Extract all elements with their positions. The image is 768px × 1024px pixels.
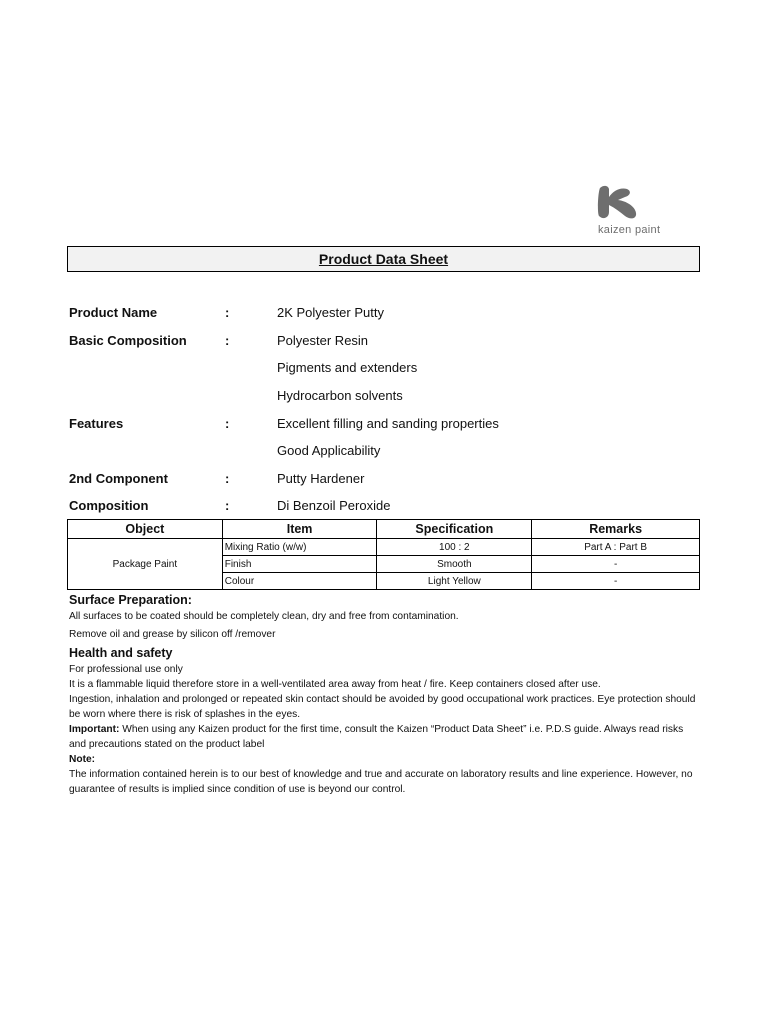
health-safety-line: For professional use only <box>69 664 183 675</box>
spec-label: 2nd Component <box>69 471 168 486</box>
note-label-text: Note: <box>69 754 96 765</box>
important-paragraph <box>69 722 699 752</box>
spec-colon: : <box>225 471 230 486</box>
spec-value: Excellent filling and sanding properties <box>277 416 499 431</box>
table-header-item: Item <box>222 520 377 539</box>
table-remarks-cell: - <box>532 573 700 590</box>
notes-section <box>69 592 699 797</box>
surface-prep-line: Remove oil and grease by silicon off /remover <box>69 629 276 640</box>
spec-value: Good Applicability <box>277 443 381 458</box>
health-safety-line: Ingestion, inhalation and prolonged or repeated skin contact should be avoided by good occupational work practices. Eye protection should be worn where there is risk of splashes in the eyes. <box>69 694 696 720</box>
table-header-remarks: Remarks <box>532 520 700 539</box>
table-item-cell: Mixing Ratio (w/w) <box>222 539 377 556</box>
health-safety-heading: Health and safety <box>69 646 173 660</box>
table-row <box>68 539 700 556</box>
table-remarks-cell: Part A : Part B <box>532 539 700 556</box>
table-header-specification: Specification <box>377 520 532 539</box>
spec-value: Polyester Resin <box>277 333 369 348</box>
spec-value: Putty Hardener <box>277 471 365 486</box>
table-spec-cell: Smooth <box>377 556 532 573</box>
page-title: Product Data Sheet <box>318 251 449 267</box>
spec-label: Features <box>69 416 124 431</box>
important-text: When using any Kaizen product for the first time, consult the Kaizen “Product Data Sheet” i.e. P.D.S guide. Always read risks and precautions stated on the product label <box>69 724 684 750</box>
health-safety-line: It is a flammable liquid therefore store in a well-ventilated area away from heat / fire. Keep containers closed after use. <box>69 679 601 690</box>
table-remarks-cell: - <box>532 556 700 573</box>
spec-value: Di Benzoil Peroxide <box>277 498 391 513</box>
spec-value: Pigments and extenders <box>277 360 418 375</box>
specification-table <box>67 519 700 590</box>
spec-label: Product Name <box>69 305 158 320</box>
note-text: The information contained herein is to our best of knowledge and true and accurate on laboratory results and line experience. However, no guarantee of results is implied since condition of use is beyond our control. <box>69 769 693 795</box>
spec-value: 2K Polyester Putty <box>277 305 384 320</box>
logo-text: kaizen paint <box>598 224 661 236</box>
spec-colon: : <box>225 416 230 431</box>
important-label: Important: <box>69 724 120 735</box>
spec-label: Basic Composition <box>69 333 187 348</box>
table-item-cell: Colour <box>222 573 377 590</box>
kaizen-k-icon <box>594 184 640 220</box>
title-box <box>67 246 700 272</box>
table-header-row <box>68 520 700 539</box>
surface-prep-line: All surfaces to be coated should be completely clean, dry and free from contamination. <box>69 611 459 622</box>
table-header-object: Object <box>68 520 223 539</box>
table-spec-cell: Light Yellow <box>377 573 532 590</box>
kaizen-logo <box>594 184 684 240</box>
spec-colon: : <box>225 498 230 513</box>
spec-value: Hydrocarbon solvents <box>277 388 403 403</box>
spec-colon: : <box>225 305 230 320</box>
spec-colon: : <box>225 333 230 348</box>
table-item-cell: Finish <box>222 556 377 573</box>
table-object-cell: Package Paint <box>68 539 223 590</box>
note-label <box>69 752 699 767</box>
spec-label: Composition <box>69 498 149 513</box>
table-spec-cell: 100 : 2 <box>377 539 532 556</box>
surface-prep-heading: Surface Preparation: <box>69 593 192 607</box>
